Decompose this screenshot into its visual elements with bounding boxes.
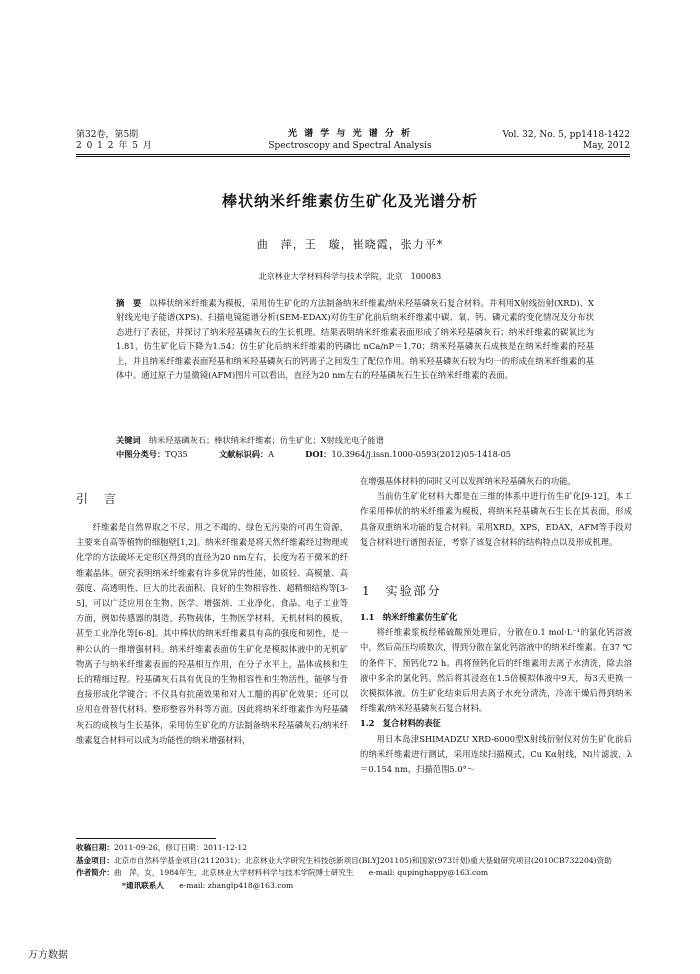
classification-line bbox=[116, 448, 594, 461]
keywords bbox=[116, 434, 594, 447]
author-bio-value: 曲 萍，女，1984年生，北京林业大学材料科学与技术学院博士研究生 e-mail: qupinghappy@163.com bbox=[113, 868, 489, 877]
affiliation: 北京林业大学材料科学与技术学院，北京 100083 bbox=[258, 272, 442, 281]
intro-paragraph-1: 纤维素是自然界取之不尽、用之不竭的、绿色无污染的可再生资源，主要来自高等植物的细胞壁[1,2]。纳米纤维素是将天然纤维素经过物理或化学的方法破坏无定形区得到的直径为20 nm左右，长度为若干微米的纤维素晶体。研究表明纳米纤维素有许多优异的性能，如质轻、高模量、高强度、高透明性、巨大的比表面积、良好的生物相容性、超精细结构等[3-5]，可以广泛应用在生物、医学、增强剂、工业净化、食品、电子工业等方面，例如传感器的制造，药物载体，生物医学材料，无机材料的模板，甚至工业净化等[6-8]。其中棒状的纳米纤维素具有高的强度和韧性，是一种公认的一维增强材料。纳米纤维素表面仿生矿化是模拟体液中的无机矿物离子与纳米纤维素表面的羟基相互作用，在分子水平上，晶体成核和生长的精细过程。羟基磷灰石具有优良的生物相容性和生物活性，能够与骨直接形成化学键合；不仅具有抗菌效果和对人工髓的再矿化效果；还可以应用在骨替代材料、整形整容外科等方面。因此将纳米纤维素作为羟基磷灰石的成核与生长基体，采用仿生矿化的方法制备纳米羟基磷灰石/纳米纤维素复合材料可以成为功能性的纳米增强材料， bbox=[76, 522, 348, 745]
corresponding-email: e-mail: zhanglp418@163.com bbox=[179, 880, 294, 890]
watermark-logo: 万方数据 bbox=[28, 950, 68, 961]
journal-title-cn: 光 谱 学 与 光 谱 分 析 bbox=[288, 129, 412, 139]
received-label: 收稿日期： bbox=[76, 843, 114, 852]
intro-paragraph-2: 当前仿生矿化材料大都是在三维的体系中进行仿生矿化[9-12]，本工作采用棒状的纳米纤维素为模板，将纳米羟基磷灰石生长在其表面，形成具备双重纳米功能的复合材料。采用XRD，XPS，EDAX，AFM等手段对复合材料进行谱图表征，考察了该复合材料的结构特点以及形成机理。 bbox=[360, 491, 632, 547]
intro-left-column bbox=[76, 520, 348, 748]
footnote-rule bbox=[76, 838, 216, 839]
fund-value: 北京市自然科学基金项目(2112031)；北京林业大学研究生科技创新项目(BLYJ201105)和国家(973计划)重大基础研究项目(2010CB732204)资助 bbox=[113, 855, 612, 865]
clc-value: TQ35 bbox=[165, 449, 188, 459]
subsection-1-2-title: 1.2 复合材料的表征 bbox=[360, 718, 441, 729]
header-rule bbox=[76, 154, 630, 155]
fund-label: 基金项目： bbox=[76, 855, 114, 865]
abstract-text: 以棒状纳米纤维素为模板，采用仿生矿化的方法制备纳米纤维素/纳米羟基磷灰石复合材料。并利用X射线衍射(XRD)、X射线光电子能谱(XPS)、扫描电镜能谱分析(SEM-EDAX)对仿生矿化前后纳米纤维素中碳、氧、钙、磷元素的变化情况及分布状态进行了表征，并探讨了纳米羟基磷灰石的生长机理。结果表明纳米纤维素表面形成了纳米羟基磷灰石；纳米纤维素的碳氧比为1.81，仿生矿化后下降为1.54；仿生矿化后纳米纤维素的钙磷比 nCa/nP＝1.70；纳米羟基磷灰石成核是在纳米纤维素的羟基上，并且纳米纤维素表面羟基和纳米羟基磷灰石的钙离子之间发生了配位作用。纳米羟基磷灰石较为均一的形成在纳米纤维素的基体中。通过原子力显微镜(AFM)图片可以看出，直径为20 nm左右的羟基磷灰石生长在纳米纤维素的表面。 bbox=[116, 298, 595, 381]
clc-label: 中图分类号： bbox=[116, 449, 166, 459]
footnotes bbox=[76, 842, 632, 892]
subsection-1-1-text: 将纤维素浆板经稀硫酸预处理后，分散在0.1 mol·L⁻¹的氯化钙溶液中，然后高压均质数次，得到分散在氯化钙溶液中的纳米纤维素。在37 ℃的条件下，预钙化72 h。再将预钙化后的纤维素用去离子水清洗，除去溶液中多余的氯化钙。然后将其浸泡在1.5倍模拟体液中9天，每3天更换一次模拟体液。仿生矿化结束后用去离子水充分清洗，冷冻干燥后得到纳米纤维素/纳米羟基磷灰石复合材料。 bbox=[360, 627, 632, 714]
date-cn: 2 0 1 2 年 5 月 bbox=[76, 141, 153, 151]
keywords-text: 纳米羟基磷灰石；棒状纳米纤维素；仿生矿化；X射线光电子能谱 bbox=[148, 435, 384, 445]
section-heading-experiment: 1 实验部分 bbox=[362, 584, 442, 598]
doc-code-label: 文献标识码： bbox=[218, 449, 269, 459]
date-en: May, 2012 bbox=[582, 141, 630, 151]
corresponding-author bbox=[76, 880, 632, 893]
section-heading-intro: 引 言 bbox=[76, 492, 119, 506]
subsection-1-2-text: 用日本岛津SHIMADZU XRD-6000型X射线衍射仪对仿生矿化前后的纳米纤维素进行测试，采用连续扫描模式，Cu Kα射线，Ni片滤波，λ＝0.154 nm，扫描范围5.0°～ bbox=[360, 733, 632, 775]
doi-value: 10.3964/j.issn.1000-0593(2012)05-1418-05 bbox=[331, 449, 512, 459]
corresponding-label: *通讯联系人 bbox=[122, 880, 164, 890]
keywords-label: 关键词 bbox=[116, 435, 141, 445]
journal-title-en: Spectroscopy and Spectral Analysis bbox=[268, 141, 432, 151]
author-bio-label: 作者简介： bbox=[76, 868, 114, 877]
abstract-label: 摘 要 bbox=[116, 298, 142, 308]
author-bio bbox=[76, 867, 632, 880]
header-rule-2 bbox=[76, 156, 630, 157]
volume-en: Vol. 32, No. 5, pp1418-1422 bbox=[502, 130, 630, 140]
subsection-1-1-title: 1.1 纳米纤维素仿生矿化 bbox=[360, 612, 458, 622]
doi-label: DOI： bbox=[305, 449, 332, 459]
paper-title: 棒状纳米纤维素仿生矿化及光谱分析 bbox=[221, 192, 478, 210]
fund-info bbox=[76, 855, 632, 868]
right-column-experiment bbox=[360, 610, 632, 777]
volume-issue: 第32卷，第5期 bbox=[76, 130, 139, 140]
right-column-top bbox=[360, 474, 632, 550]
abstract bbox=[116, 296, 594, 382]
received-date bbox=[76, 842, 632, 855]
received-value: 2011-09-26，修订日期：2011-12-12 bbox=[113, 843, 248, 852]
intro-continued: 在增强基体材料的同时又可以发挥纳米羟基磷灰石的功能。 bbox=[360, 476, 576, 486]
author-list: 曲 萍，王 璇，崔晓霞，张力平* bbox=[256, 238, 444, 251]
doc-code-value: A bbox=[268, 449, 275, 459]
